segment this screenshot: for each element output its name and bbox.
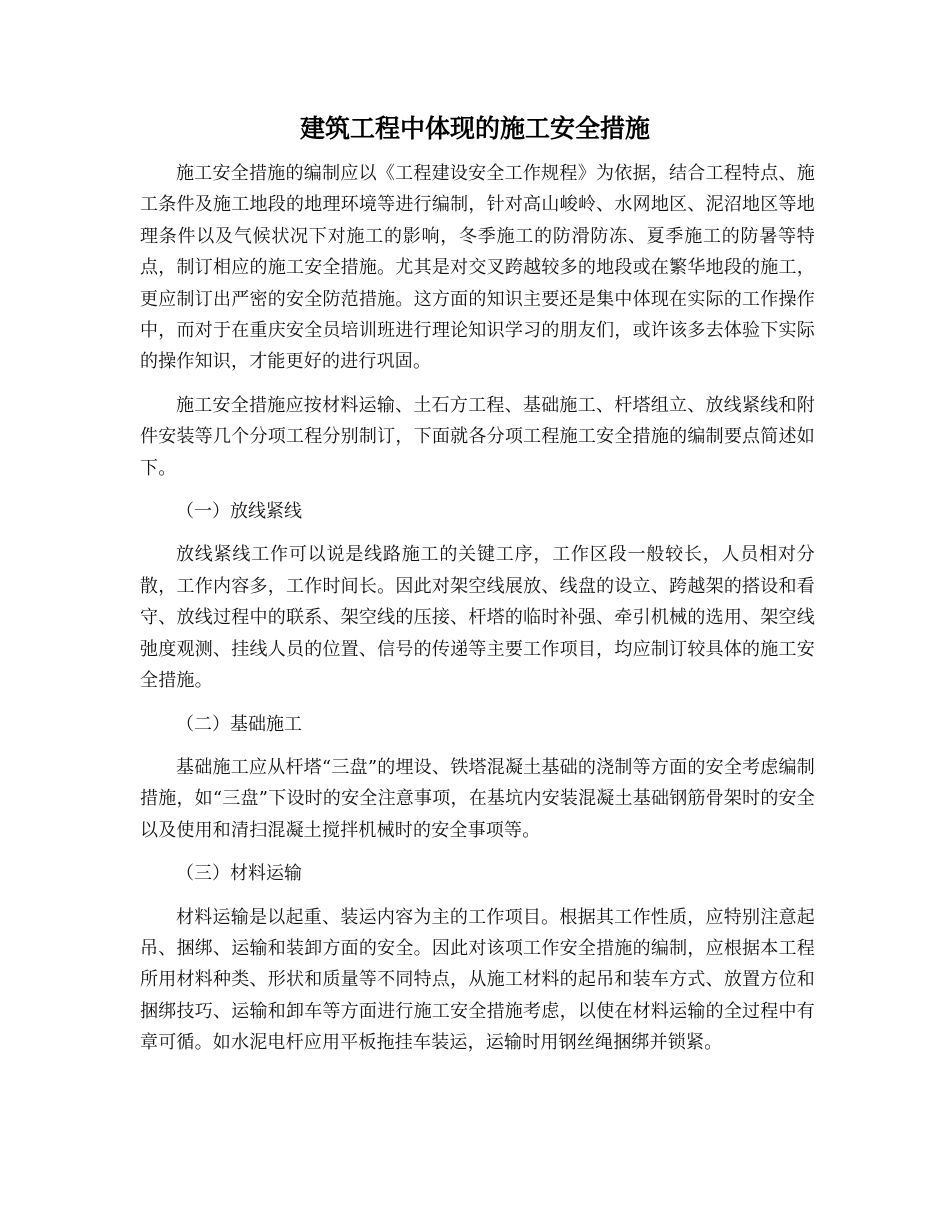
paragraph-gap	[140, 527, 815, 539]
paragraph-gap	[140, 484, 815, 496]
section-heading-stringing: （一）放线紧线	[176, 501, 302, 523]
paragraph-gap	[140, 890, 815, 902]
paragraph-gap	[140, 740, 815, 752]
paragraph-gap	[140, 378, 815, 390]
paragraph-gap	[140, 846, 815, 858]
paragraph-overview: 施工安全措施应按材料运输、土石方工程、基础施工、杆塔组立、放线紧线和附件安装等几个分项工程分别制订，下面就各分项工程施工安全措施的编制要点简述如下。	[140, 394, 815, 479]
section-heading-transport: （三）材料运输	[176, 863, 302, 885]
document-title: 建筑工程中体现的施工安全措施	[299, 114, 650, 143]
paragraph-transport: 材料运输是以起重、装运内容为主的工作项目。根据其工作性质，应特别注意起吊、捆绑、运输和装卸方面的安全。因此对该项工作安全措施的编制，应根据本工程所用材料种类、形状和质量等不同特点，从施工材料的起吊和装车方式、放置方位和捆绑技巧、运输和卸车等方面进行施工安全措施考虑，以使在材料运输的全过程中有章可循。如水泥电杆应用平板拖挂车装运，运输时用钢丝绳捆绑并锁紧。	[140, 906, 815, 1054]
paragraph-foundation: 基础施工应从杆塔“三盘”的埋设、铁塔混凝土基础的浇制等方面的安全考虑编制措施，如“三盘”下设时的安全注意事项，在基坑内安装混凝土基础钢筋骨架时的安全以及使用和清扫混凝土搅拌机械时的安全事项等。	[140, 756, 815, 841]
paragraph-stringing: 放线紧线工作可以说是线路施工的关键工序，工作区段一般较长，人员相对分散，工作内容多，工作时间长。因此对架空线展放、线盘的设立、跨越架的搭设和看守、放线过程中的联系、架空线的压接、杆塔的临时补强、牵引机械的选用、架空线弛度观测、挂线人员的位置、信号的传递等主要工作项目，均应制订较具体的施工安全措施。	[140, 544, 815, 692]
document-body	[140, 158, 815, 1059]
paragraph-intro: 施工安全措施的编制应以《工程建设安全工作规程》为依据，结合工程特点、施工条件及施工地段的地理环境等进行编制，针对高山峻岭、水网地区、泥沼地区等地理条件以及气候状况下对施工的影响，冬季施工的防滑防冻、夏季施工的防暑等特点，制订相应的施工安全措施。尤其是对交叉跨越较多的地段或在繁华地段的施工，更应制订出严密的安全防范措施。这方面的知识主要还是集中体现在实际的工作操作中，而对于在重庆安全员培训班进行理论知识学习的朋友们，或许该多去体验下实际的操作知识，才能更好的进行巩固。	[140, 163, 815, 373]
paragraph-gap	[140, 697, 815, 709]
section-heading-foundation: （二）基础施工	[176, 713, 302, 735]
